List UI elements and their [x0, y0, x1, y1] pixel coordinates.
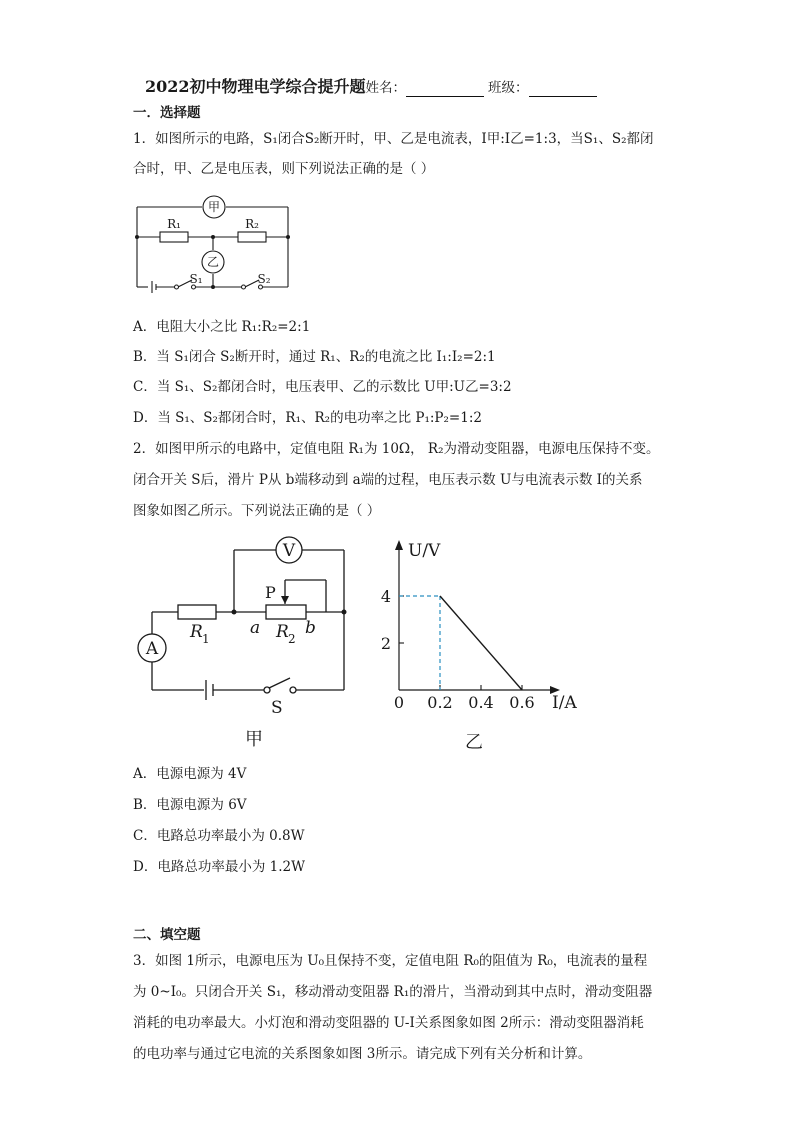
q2-a-end-label: a — [250, 618, 261, 638]
q2-graph-origin-label: 0 — [393, 693, 405, 712]
q2-ammeter-label: A — [145, 639, 159, 659]
x-tick-label: 0.4 — [468, 693, 494, 712]
q2-graph-ylabel: U/V — [408, 541, 441, 561]
y-tick-label: 4 — [380, 587, 391, 606]
q3-stem-line1: 3．如图 1所示，电源电压为 U₀且保持不变，定值电阻 R₀的阻值为 R₀，电流表的量程 — [133, 953, 648, 969]
q1-meter-yi-label: 乙 — [206, 255, 220, 269]
q2-option-b[interactable]: B．电源电源为 6V — [133, 797, 247, 813]
q2-stem-line3: 图象如图乙所示。下列说法正确的是（ ） — [133, 503, 381, 519]
q2-p-label: P — [265, 583, 276, 602]
q2-figure-yi-caption: 乙 — [465, 732, 483, 753]
q1-option-b[interactable]: B．当 S₁闭合 S₂断开时，通过 R₁、R₂的电流之比 I₁:I₂=2:1 — [133, 349, 496, 365]
q2-circuit-diagram — [128, 530, 360, 755]
q1-option-c[interactable]: C．当 S₁、S₂都闭合时，电压表甲、乙的示数比 U甲:U乙=3:2 — [133, 379, 512, 395]
page-title — [145, 74, 597, 97]
q2-figure-jia-caption: 甲 — [245, 729, 263, 750]
name-blank[interactable] — [406, 80, 484, 97]
q1-option-a[interactable]: A．电阻大小之比 R₁:R₂=2:1 — [133, 319, 311, 335]
q2-r1-subscript: 1 — [202, 632, 210, 646]
q2-option-c[interactable]: C．电路总功率最小为 0.8W — [133, 828, 305, 844]
q1-s2-label: S₂ — [257, 272, 271, 286]
q2-graph-xlabel: I/A — [552, 693, 577, 713]
q1-meter-jia-label: 甲 — [207, 200, 221, 214]
q2-stem-line1: 2．如图甲所示的电路中，定值电阻 R₁为 10Ω， R₂为滑动变阻器，电源电压保持不变。 — [133, 441, 660, 457]
q1-s1-label: S₁ — [189, 272, 203, 286]
q1-r2-label: R₂ — [245, 217, 259, 231]
q3-stem-line2: 为 0~I₀。只闭合开关 S₁，移动滑动变阻器 R₁的滑片，当滑动到其中点时，滑动变阻器 — [133, 984, 653, 1000]
q2-option-d[interactable]: D．电路总功率最小为 1.2W — [133, 859, 305, 875]
q1-option-d[interactable]: D．当 S₁、S₂都闭合时，R₁、R₂的电功率之比 P₁:P₂=1:2 — [133, 410, 482, 426]
q2-ui-graph — [378, 530, 593, 755]
q2-switch-label: S — [271, 698, 283, 718]
section-heading-fill: 二、填空题 — [133, 927, 201, 943]
class-label: 班级： — [488, 80, 529, 96]
section-heading-choice: 一．选择题 — [133, 105, 201, 121]
q2-stem-line2: 闭合开关 S后，滑片 P从 b端移动到 a端的过程，电压表示数 U与电流表示数 I的关系 — [133, 472, 643, 488]
q1-stem-line2: 合时，甲、乙是电压表，则下列说法正确的是（ ） — [133, 161, 435, 177]
q1-circuit-diagram — [130, 192, 305, 304]
exam-title: 2022初中物理电学综合提升题 — [145, 77, 366, 96]
q1-stem-line1: 1．如图所示的电路，S₁闭合S₂断开时，甲、乙是电流表，I甲:I乙=1:3，当S₁、S₂都闭 — [133, 131, 654, 147]
q2-r2-label: R — [276, 622, 289, 642]
q3-stem-line4: 的电功率与通过它电流的关系图象如图 3所示。请完成下列有关分析和计算。 — [133, 1046, 592, 1062]
y-tick-label: 2 — [380, 634, 391, 653]
q2-voltmeter-label: V — [282, 541, 296, 561]
q2-r2-subscript: 2 — [288, 632, 296, 646]
q1-r1-label: R₁ — [167, 217, 181, 231]
series-line-u-i — [440, 596, 522, 690]
q2-b-end-label: b — [305, 618, 316, 638]
name-label: 姓名： — [365, 80, 407, 96]
q2-r1-label: R — [190, 622, 203, 642]
class-blank[interactable] — [529, 80, 597, 97]
x-tick-label: 0.6 — [509, 693, 535, 712]
x-tick-label: 0.2 — [427, 693, 453, 712]
q2-option-a[interactable]: A．电源电源为 4V — [133, 766, 247, 782]
q3-stem-line3: 消耗的电功率最大。小灯泡和滑动变阻器的 U-I关系图象如图 2所示：滑动变阻器消耗 — [133, 1015, 644, 1031]
